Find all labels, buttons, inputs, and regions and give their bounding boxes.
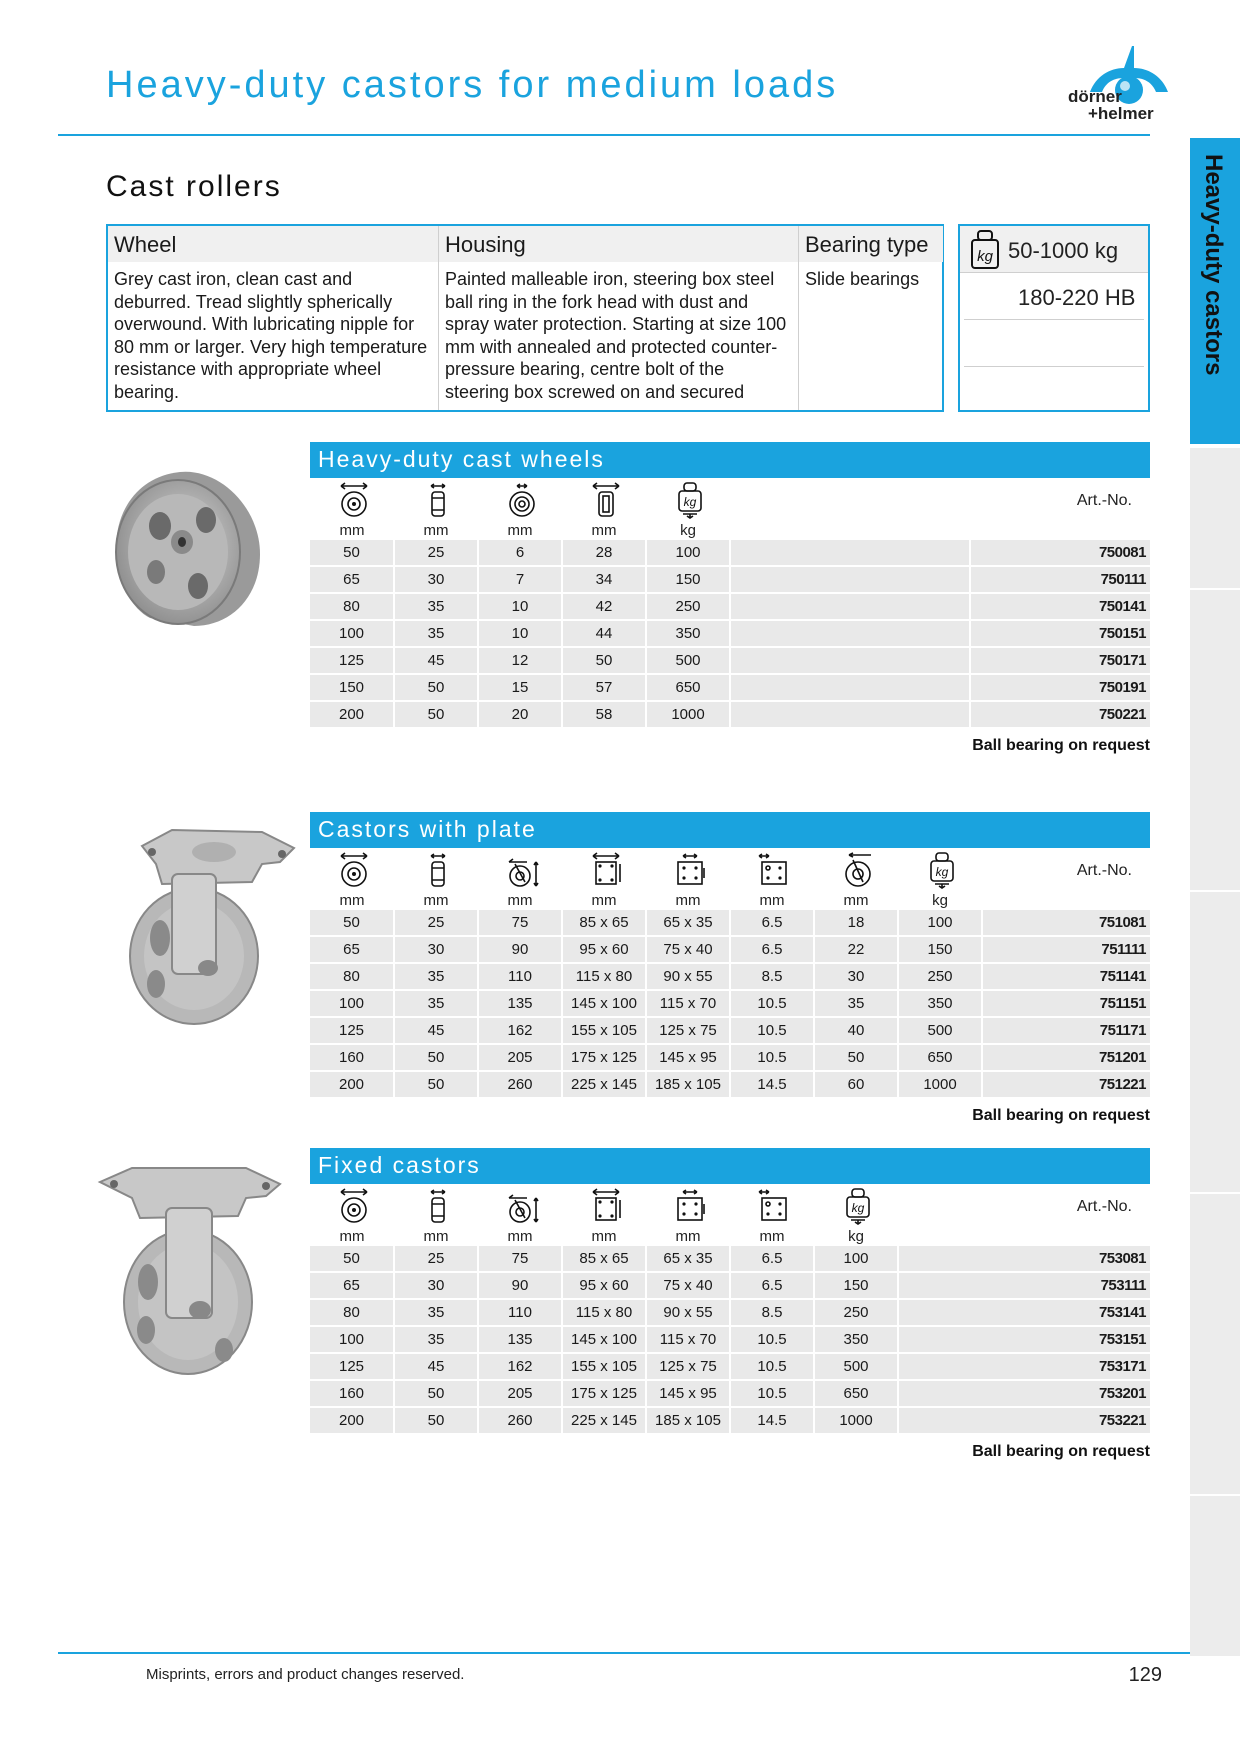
table-cell: 150 — [646, 566, 730, 593]
logo-wordmark: dörner +helmer — [1068, 87, 1154, 123]
empty-row — [964, 320, 1144, 367]
table-cell: 110 — [478, 1299, 562, 1326]
page-number: 129 — [1128, 1664, 1162, 1686]
weight-icon — [970, 230, 1000, 270]
table-cell: 10.5 — [730, 1044, 814, 1071]
table-cell: 145 x 100 — [562, 1326, 646, 1353]
table-cell: 115 x 80 — [562, 963, 646, 990]
table-row — [310, 620, 1150, 647]
table-cell: 75 — [478, 1246, 562, 1272]
table-cell: 100 — [310, 620, 394, 647]
table-cell: 185 x 105 — [646, 1407, 730, 1434]
table-cell: 6.5 — [730, 936, 814, 963]
table-cell: 650 — [646, 674, 730, 701]
table-cell: 35 — [394, 1299, 478, 1326]
table-cell: 350 — [814, 1326, 898, 1353]
bolt-hole-icon — [730, 852, 814, 888]
table-cell: 10 — [478, 620, 562, 647]
table-cell: 35 — [394, 593, 478, 620]
table-cell: 40 — [814, 1017, 898, 1044]
table-row — [310, 936, 1150, 963]
table-cell: 30 — [814, 963, 898, 990]
art-no-cell[interactable]: 751081 — [982, 910, 1150, 936]
table-cell: 35 — [394, 1326, 478, 1353]
housing-spec — [438, 226, 799, 410]
table-cell: 25 — [394, 540, 478, 566]
table-cell: 160 — [310, 1044, 394, 1071]
table-cell: 225 x 145 — [562, 1071, 646, 1098]
filler-cell — [730, 620, 970, 647]
table-cell: 85 x 65 — [562, 1246, 646, 1272]
icon-header-row — [310, 478, 1150, 520]
table-row — [310, 990, 1150, 1017]
table-cell: 115 x 70 — [646, 1326, 730, 1353]
table-cell: 6.5 — [730, 910, 814, 936]
table-cell: 225 x 145 — [562, 1407, 646, 1434]
table-cell: 150 — [310, 674, 394, 701]
table-cell: 175 x 125 — [562, 1044, 646, 1071]
bolt-hole-icon — [730, 1188, 814, 1224]
table-cell: 57 — [562, 674, 646, 701]
table-cell: 14.5 — [730, 1407, 814, 1434]
table-cell: 145 x 100 — [562, 990, 646, 1017]
table-row — [310, 1272, 1150, 1299]
unit-label: mm — [759, 892, 785, 909]
side-strip — [1190, 1494, 1240, 1656]
ball-bearing-note: Ball bearing on request — [972, 1107, 1150, 1124]
table-cell: 85 x 65 — [562, 910, 646, 936]
table-cell: 500 — [814, 1353, 898, 1380]
housing-spec-head: Housing — [439, 226, 799, 262]
load-range: 50-1000 kg — [1008, 238, 1119, 263]
unit-row — [310, 890, 1150, 910]
table-cell: 50 — [310, 540, 394, 566]
table-cell: 30 — [394, 1272, 478, 1299]
table-cell: 115 x 80 — [562, 1299, 646, 1326]
table-cell: 125 x 75 — [646, 1353, 730, 1380]
side-strip — [1190, 1192, 1240, 1494]
load-capacity-icon — [898, 852, 982, 888]
table-cell: 100 — [898, 910, 982, 936]
unit-label: kg — [932, 892, 948, 909]
unit-label: mm — [339, 1228, 365, 1245]
swivel-radius-icon — [814, 852, 898, 888]
unit-label: mm — [759, 1228, 785, 1245]
art-no-cell[interactable]: 750191 — [970, 674, 1150, 701]
table-cell: 145 x 95 — [646, 1380, 730, 1407]
table-row — [310, 1326, 1150, 1353]
table-row — [310, 701, 1150, 728]
table-cell: 200 — [310, 701, 394, 728]
fixed-castors-table — [310, 1148, 1150, 1461]
art-no-cell[interactable]: 753201 — [898, 1380, 1150, 1407]
data-table — [310, 910, 1150, 1099]
table-row — [310, 963, 1150, 990]
section-title: Cast rollers — [106, 170, 282, 203]
table-cell: 15 — [478, 674, 562, 701]
side-tab-label: Heavy-duty castors — [1200, 154, 1227, 376]
unit-label: kg — [680, 522, 696, 539]
art-no-cell[interactable]: 751201 — [982, 1044, 1150, 1071]
table-cell: 110 — [478, 963, 562, 990]
table-cell: 100 — [310, 990, 394, 1017]
unit-label: mm — [843, 892, 869, 909]
filler-cell — [730, 593, 970, 620]
filler-cell — [730, 540, 970, 566]
table-cell: 65 x 35 — [646, 910, 730, 936]
table-cell: 6.5 — [730, 1246, 814, 1272]
unit-label: mm — [507, 892, 533, 909]
table-cell: 50 — [394, 1071, 478, 1098]
hardness-value: 180-220 HB — [1018, 285, 1136, 310]
table-cell: 65 — [310, 1272, 394, 1299]
table-cell: 115 x 70 — [646, 990, 730, 1017]
hole-spacing-icon — [646, 852, 730, 888]
wheel-width-icon — [394, 852, 478, 888]
cast-wheel-image — [110, 468, 266, 628]
table-cell: 50 — [814, 1044, 898, 1071]
load-range-row — [960, 226, 1148, 273]
art-no-cell[interactable]: 753151 — [898, 1326, 1150, 1353]
wheel-width-icon — [394, 482, 478, 518]
hub-length-icon — [562, 482, 646, 518]
footer-rule — [58, 1652, 1190, 1654]
art-no-cell[interactable]: 751171 — [982, 1017, 1150, 1044]
table-cell: 250 — [898, 963, 982, 990]
table-cell: 45 — [394, 1353, 478, 1380]
table-cell: 30 — [394, 936, 478, 963]
table-cell: 50 — [394, 1044, 478, 1071]
table-cell: 145 x 95 — [646, 1044, 730, 1071]
table-cell: 65 — [310, 566, 394, 593]
housing-spec-text: Painted malleable iron, steering box steel ball ring in the fork head with dust and spray water protection. Starting at size 100 mm with annealed and protected counter-pressure bearing, centre bolt of the steering box screwed on and secured — [445, 269, 787, 402]
table-cell: 350 — [646, 620, 730, 647]
art-no-cell[interactable]: 751141 — [982, 963, 1150, 990]
table-cell: 80 — [310, 1299, 394, 1326]
table-cell: 162 — [478, 1017, 562, 1044]
ball-bearing-note: Ball bearing on request — [972, 737, 1150, 754]
table-cell: 80 — [310, 963, 394, 990]
table-cell: 10 — [478, 593, 562, 620]
table-cell: 60 — [814, 1071, 898, 1098]
unit-label: mm — [591, 1228, 617, 1245]
table-cell: 34 — [562, 566, 646, 593]
table-row — [310, 1071, 1150, 1098]
table-cell: 35 — [394, 963, 478, 990]
table-row — [310, 647, 1150, 674]
table-cell: 80 — [310, 593, 394, 620]
table-cell: 45 — [394, 647, 478, 674]
table-cell: 35 — [394, 620, 478, 647]
table-cell: 350 — [898, 990, 982, 1017]
table-cell: 90 x 55 — [646, 1299, 730, 1326]
wheel-diameter-icon — [310, 482, 394, 518]
art-no-cell[interactable]: 751151 — [982, 990, 1150, 1017]
table-cell: 100 — [814, 1246, 898, 1272]
table-row — [310, 1353, 1150, 1380]
table-cell: 135 — [478, 1326, 562, 1353]
table-cell: 90 — [478, 936, 562, 963]
header-rule — [58, 134, 1150, 136]
table-cell: 650 — [898, 1044, 982, 1071]
table-cell: 650 — [814, 1380, 898, 1407]
table-cell: 95 x 60 — [562, 1272, 646, 1299]
table-cell: 185 x 105 — [646, 1071, 730, 1098]
table-cell: 260 — [478, 1071, 562, 1098]
unit-label: mm — [591, 892, 617, 909]
table-row — [310, 566, 1150, 593]
wheel-diameter-icon — [310, 1188, 394, 1224]
table-row — [310, 593, 1150, 620]
table-cell: 8.5 — [730, 1299, 814, 1326]
table-cell: 65 x 35 — [646, 1246, 730, 1272]
table-cell: 35 — [814, 990, 898, 1017]
load-capacity-icon — [646, 482, 730, 518]
table-cell: 125 — [310, 647, 394, 674]
data-table — [310, 1246, 1150, 1435]
cast-wheels-table — [310, 442, 1150, 755]
empty-row — [964, 367, 1144, 413]
hardness-row — [964, 273, 1144, 320]
table-cell: 30 — [394, 566, 478, 593]
table-cell: 250 — [814, 1299, 898, 1326]
filler-cell — [730, 647, 970, 674]
table-cell: 8.5 — [730, 963, 814, 990]
plate-size-icon — [562, 1188, 646, 1224]
wheel-spec-head: Wheel — [108, 226, 438, 262]
table-cell: 150 — [814, 1272, 898, 1299]
unit-label: mm — [675, 892, 701, 909]
table-cell: 10.5 — [730, 1380, 814, 1407]
table-cell: 6.5 — [730, 1272, 814, 1299]
spec-box — [106, 224, 944, 412]
art-no-cell[interactable]: 753141 — [898, 1299, 1150, 1326]
table-cell: 22 — [814, 936, 898, 963]
table-row — [310, 910, 1150, 936]
table-cell: 90 x 55 — [646, 963, 730, 990]
table-row — [310, 1380, 1150, 1407]
art-no-cell[interactable]: 753171 — [898, 1353, 1150, 1380]
overall-height-icon — [478, 1188, 562, 1224]
unit-label: mm — [339, 522, 365, 539]
table-cell: 125 x 75 — [646, 1017, 730, 1044]
table-cell: 10.5 — [730, 1326, 814, 1353]
table-cell: 162 — [478, 1353, 562, 1380]
table-cell: 50 — [310, 910, 394, 936]
table-cell: 205 — [478, 1044, 562, 1071]
art-no-cell[interactable]: 753081 — [898, 1246, 1150, 1272]
table-cell: 175 x 125 — [562, 1380, 646, 1407]
unit-row — [310, 1226, 1150, 1246]
table-cell: 42 — [562, 593, 646, 620]
art-no-cell[interactable]: 750171 — [970, 647, 1150, 674]
load-hardness-box — [958, 224, 1150, 412]
art-no-cell[interactable]: 753111 — [898, 1272, 1150, 1299]
table-cell: 75 — [478, 910, 562, 936]
svg-text:kg: kg — [935, 865, 949, 879]
table-cell: 125 — [310, 1353, 394, 1380]
table-cell: 150 — [898, 936, 982, 963]
icon-header-row — [310, 848, 1150, 890]
unit-label: kg — [848, 1228, 864, 1245]
fixed-castor-image — [96, 1160, 282, 1380]
art-no-cell[interactable]: 750141 — [970, 593, 1150, 620]
table-cell: 100 — [310, 1326, 394, 1353]
table-cell: 95 x 60 — [562, 936, 646, 963]
data-table — [310, 540, 1150, 729]
swivel-castor-image — [112, 826, 308, 1026]
art-no-header: Art.-No. — [1076, 492, 1132, 509]
table-cell: 90 — [478, 1272, 562, 1299]
table-title: Heavy-duty cast wheels — [310, 442, 1150, 478]
art-no-cell[interactable]: 751221 — [982, 1071, 1150, 1098]
table-cell: 10.5 — [730, 1353, 814, 1380]
table-cell: 50 — [394, 1407, 478, 1434]
table-cell: 155 x 105 — [562, 1353, 646, 1380]
table-row — [310, 674, 1150, 701]
unit-label: mm — [339, 892, 365, 909]
bore-diameter-icon — [478, 482, 562, 518]
table-cell: 500 — [646, 647, 730, 674]
art-no-cell[interactable]: 750151 — [970, 620, 1150, 647]
table-row — [310, 1407, 1150, 1434]
table-cell: 1000 — [898, 1071, 982, 1098]
svg-text:kg: kg — [977, 248, 993, 265]
table-cell: 1000 — [814, 1407, 898, 1434]
table-cell: 35 — [394, 990, 478, 1017]
art-no-cell[interactable]: 750081 — [970, 540, 1150, 566]
table-cell: 25 — [394, 1246, 478, 1272]
side-strip — [1190, 446, 1240, 588]
table-row — [310, 1299, 1150, 1326]
art-no-cell[interactable]: 753221 — [898, 1407, 1150, 1434]
unit-label: mm — [423, 892, 449, 909]
table-cell: 50 — [562, 647, 646, 674]
side-tab[interactable] — [1190, 138, 1240, 444]
castors-with-plate-table — [310, 812, 1150, 1125]
page-title: Heavy-duty castors for medium loads — [106, 64, 839, 106]
hole-spacing-icon — [646, 1188, 730, 1224]
table-cell: 155 x 105 — [562, 1017, 646, 1044]
table-cell: 6 — [478, 540, 562, 566]
ball-bearing-note: Ball bearing on request — [972, 1443, 1150, 1460]
table-cell: 250 — [646, 593, 730, 620]
table-row — [310, 1246, 1150, 1272]
table-cell: 65 — [310, 936, 394, 963]
table-cell: 100 — [646, 540, 730, 566]
table-cell: 10.5 — [730, 1017, 814, 1044]
table-cell: 12 — [478, 647, 562, 674]
table-cell: 200 — [310, 1071, 394, 1098]
table-cell: 7 — [478, 566, 562, 593]
wheel-spec-text: Grey cast iron, clean cast and deburred. Tread slightly spherically overwound. With lubricating nipple for 80 mm or larger. Very high temperature resistance with appropriate wheel bearing. — [114, 269, 428, 402]
unit-row — [310, 520, 1150, 540]
table-cell: 50 — [394, 674, 478, 701]
table-cell: 75 x 40 — [646, 1272, 730, 1299]
table-row — [310, 540, 1150, 566]
filler-cell — [730, 674, 970, 701]
unit-label: mm — [423, 522, 449, 539]
icon-header-row — [310, 1184, 1150, 1226]
table-title: Castors with plate — [310, 812, 1150, 848]
table-cell: 45 — [394, 1017, 478, 1044]
table-cell: 205 — [478, 1380, 562, 1407]
unit-label: mm — [675, 1228, 701, 1245]
art-no-cell[interactable]: 751111 — [982, 936, 1150, 963]
overall-height-icon — [478, 852, 562, 888]
art-no-cell[interactable]: 750221 — [970, 701, 1150, 728]
side-strip — [1190, 890, 1240, 1192]
table-cell: 44 — [562, 620, 646, 647]
unit-label: mm — [591, 522, 617, 539]
table-cell: 50 — [310, 1246, 394, 1272]
bearing-spec — [798, 226, 943, 410]
table-cell: 200 — [310, 1407, 394, 1434]
art-no-cell[interactable]: 750111 — [970, 566, 1150, 593]
svg-text:kg: kg — [683, 495, 697, 509]
table-cell: 10.5 — [730, 990, 814, 1017]
table-cell: 50 — [394, 701, 478, 728]
table-cell: 135 — [478, 990, 562, 1017]
table-cell: 14.5 — [730, 1071, 814, 1098]
wheel-width-icon — [394, 1188, 478, 1224]
filler-cell — [730, 566, 970, 593]
art-no-header: Art.-No. — [1076, 862, 1132, 879]
table-cell: 125 — [310, 1017, 394, 1044]
load-capacity-icon — [814, 1188, 898, 1224]
filler-cell — [730, 701, 970, 728]
table-cell: 160 — [310, 1380, 394, 1407]
side-strip — [1190, 588, 1240, 890]
unit-label: mm — [423, 1228, 449, 1245]
table-cell: 500 — [898, 1017, 982, 1044]
footer-disclaimer: Misprints, errors and product changes reserved. — [146, 1666, 465, 1683]
table-cell: 25 — [394, 910, 478, 936]
bearing-spec-text: Slide bearings — [805, 269, 920, 289]
unit-label: mm — [507, 522, 533, 539]
bearing-spec-head: Bearing type — [799, 226, 943, 262]
table-cell: 20 — [478, 701, 562, 728]
table-row — [310, 1017, 1150, 1044]
svg-text:kg: kg — [851, 1201, 865, 1215]
wheel-spec — [108, 226, 438, 410]
art-no-header: Art.-No. — [1076, 1198, 1132, 1215]
table-cell: 58 — [562, 701, 646, 728]
unit-label: mm — [507, 1228, 533, 1245]
table-cell: 50 — [394, 1380, 478, 1407]
table-cell: 28 — [562, 540, 646, 566]
table-title: Fixed castors — [310, 1148, 1150, 1184]
table-cell: 260 — [478, 1407, 562, 1434]
table-row — [310, 1044, 1150, 1071]
table-cell: 18 — [814, 910, 898, 936]
wheel-diameter-icon — [310, 852, 394, 888]
plate-size-icon — [562, 852, 646, 888]
table-cell: 75 x 40 — [646, 936, 730, 963]
table-cell: 1000 — [646, 701, 730, 728]
